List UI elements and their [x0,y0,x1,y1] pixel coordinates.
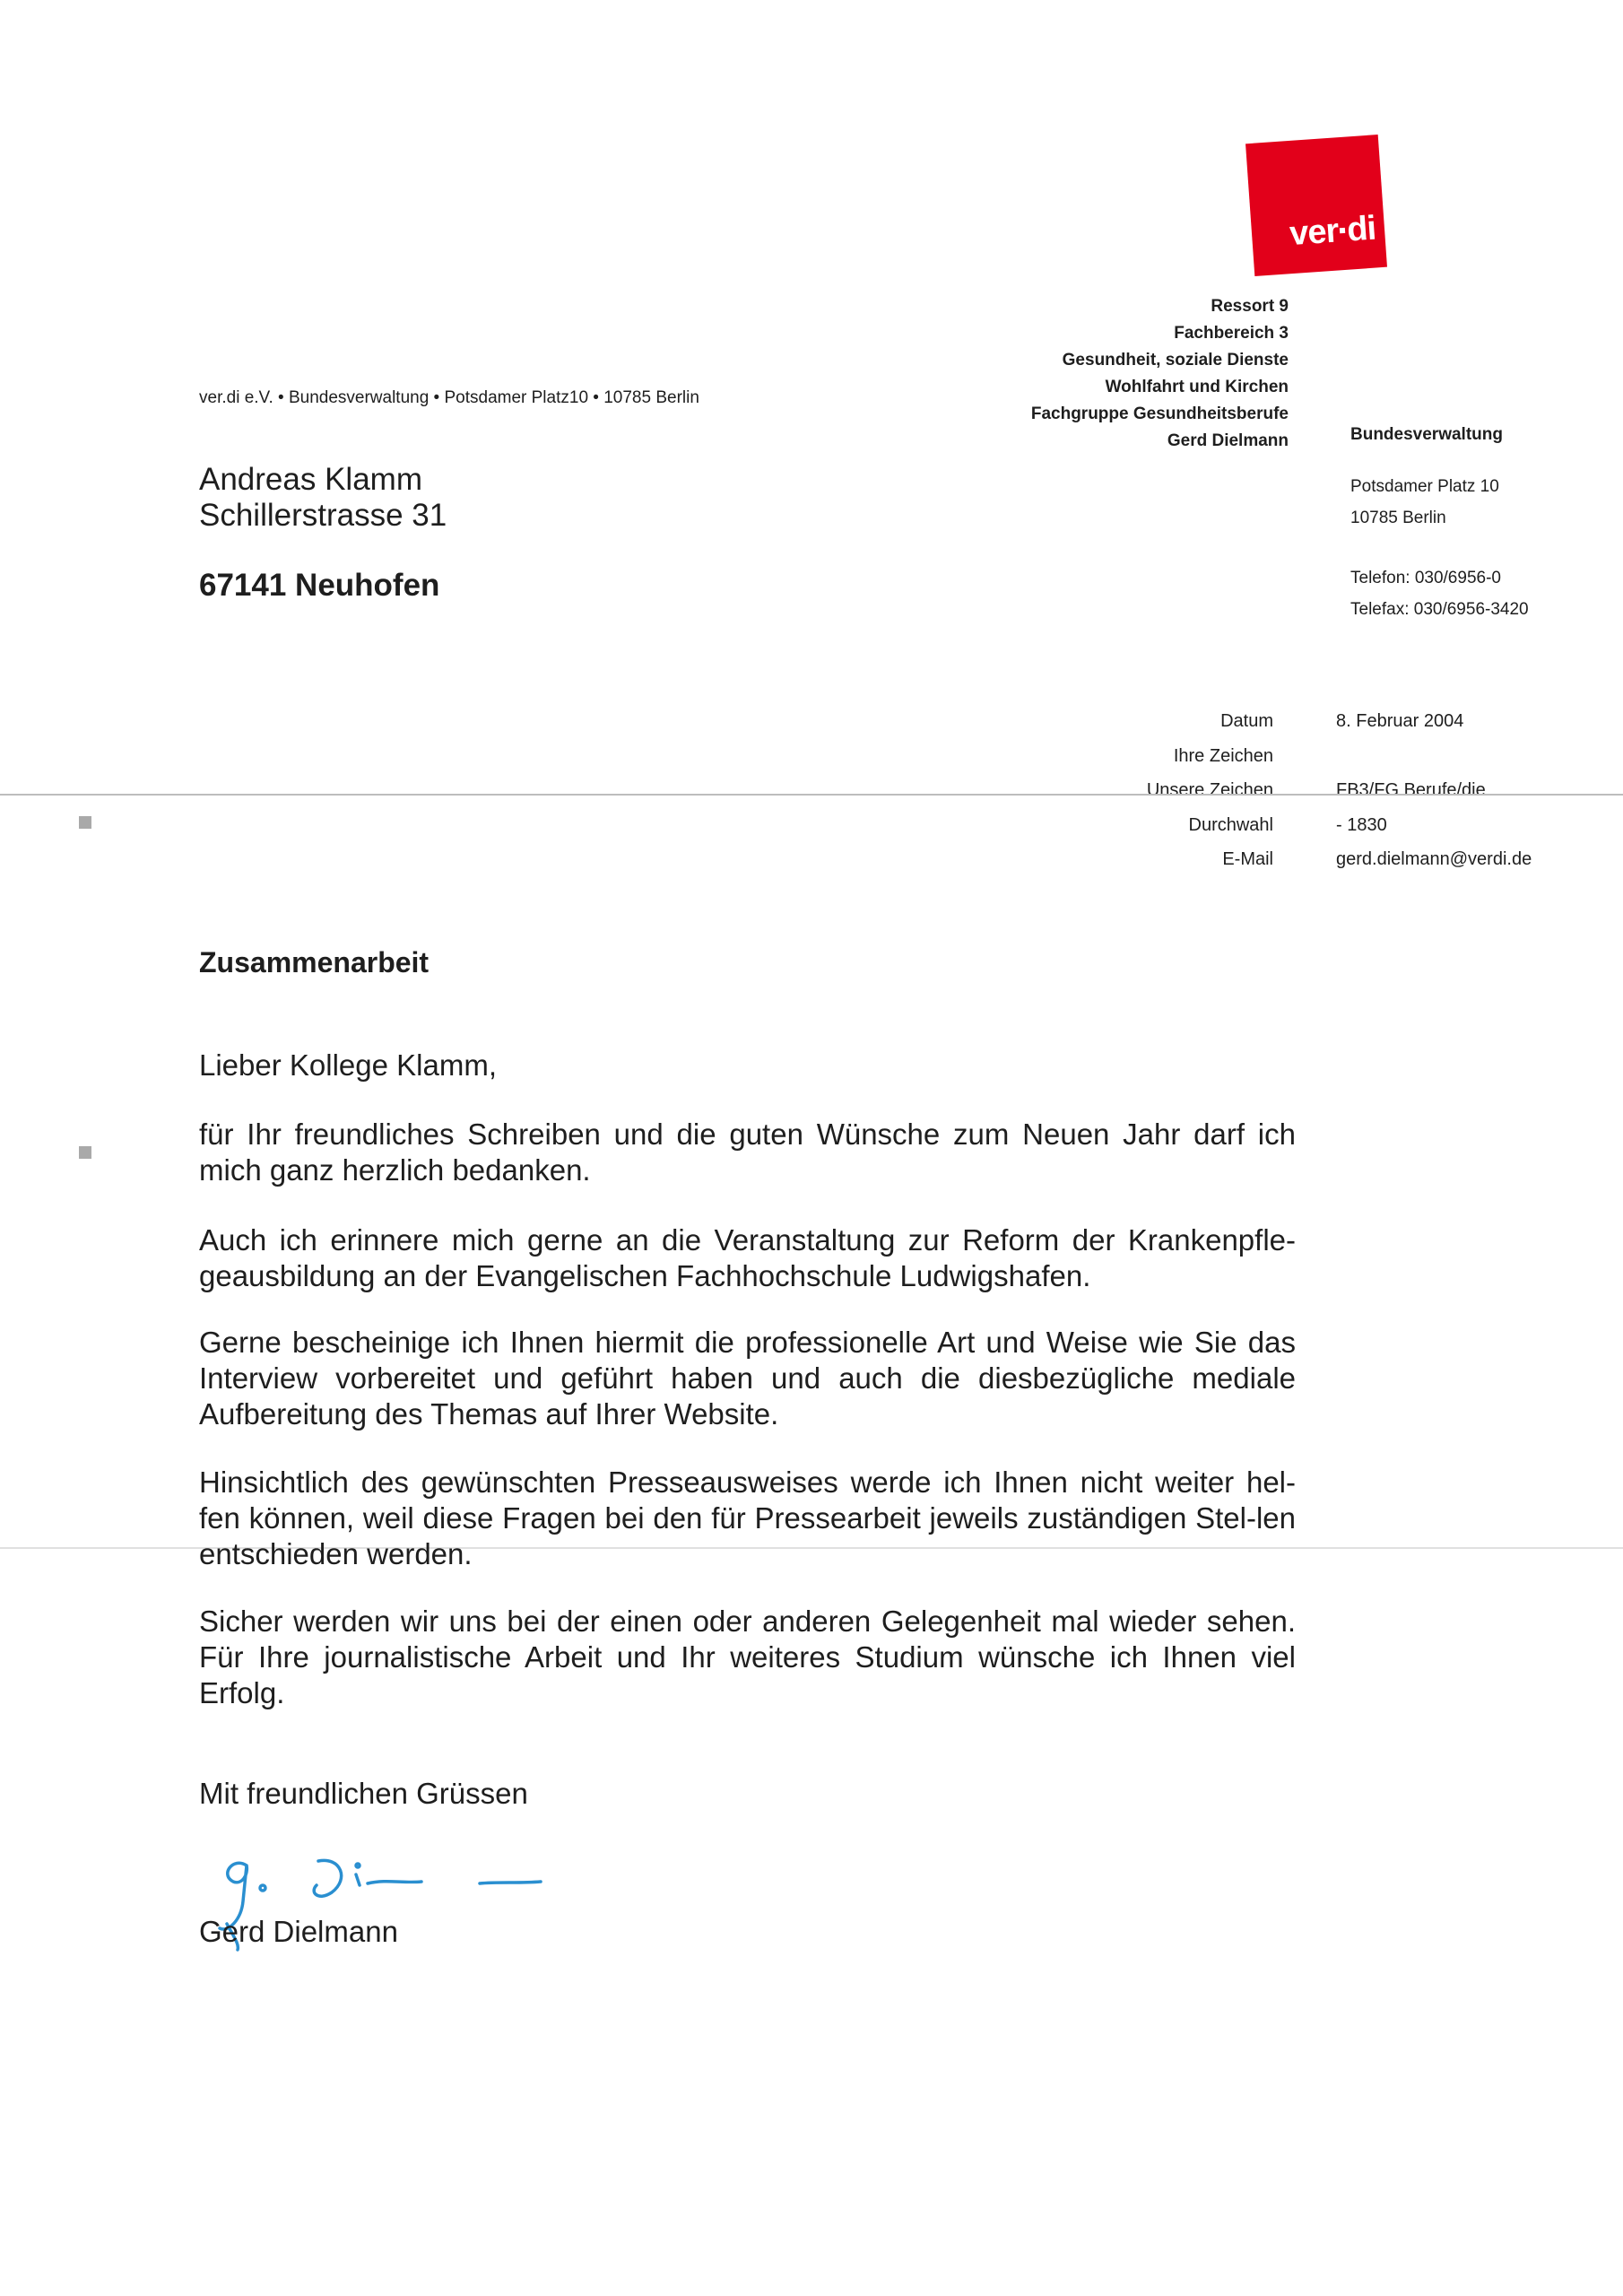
department-line: Ressort 9 [1211,297,1289,316]
department-line: Fachgruppe Gesundheitsberufe [1030,404,1289,423]
department-line: Gerd Dielmann [1167,431,1289,450]
extension-value: - 1830 [1336,814,1387,835]
reference-values [1336,704,1532,877]
fold-line [0,794,1623,796]
department-block [1031,293,1289,455]
paragraph: Gerne bescheinige ich Ihnen hiermit die professionelle Art und Weise wie Sie das Interview vorbereitet und geführt haben und auch die diesbezügliche mediale Aufbereitung des Themas auf Ihrer Website. [199,1326,1296,1431]
verdi-logo [1245,135,1387,276]
recipient-city: 67141 Neuhofen [199,568,440,603]
closing: Mit freundlichen Grüssen [199,1777,528,1810]
email-value: gerd.dielmann@verdi.de [1336,849,1532,869]
org-phone: Telefon: 030/6956-0 [1350,569,1501,587]
reference-labels [1147,704,1273,877]
department-line: Wohlfahrt und Kirchen [1105,378,1289,396]
salutation: Lieber Kollege Klamm, [199,1048,497,1082]
extension-label: Durchwahl [1188,814,1273,835]
paragraph: für Ihr freundliches Schreiben und die guten Wünsche zum Neuen Jahr darf ich mich ganz herzlich bedanken. [199,1118,1296,1187]
department-line: Gesundheit, soziale Dienste [1062,351,1289,370]
punch-mark [79,816,91,829]
recipient-name: Andreas Klamm [199,462,422,497]
our-reference-label: Unsere Zeichen [1146,780,1273,800]
org-city: 10785 Berlin [1350,509,1446,527]
letter-subject: Zusammenarbeit [199,946,430,978]
our-reference-value: FB3/FG Berufe/die [1336,780,1486,800]
email-label: E-Mail [1222,849,1273,869]
org-fax: Telefax: 030/6956-3420 [1350,600,1529,619]
department-line: Fachbereich 3 [1174,324,1289,343]
recipient-address [199,462,447,534]
paragraph: Auch ich erinnere mich gerne an die Veranstaltung zur Reform der Krankenpfle-geausbildung an der Evangelischen Fachhochschule Ludwigshafen. [199,1223,1296,1292]
recipient-street: Schillerstrasse 31 [199,498,447,533]
paragraph: Sicher werden wir uns bei der einen oder anderen Gelegenheit mal wieder sehen. Für Ihre journalistische Arbeit und Ihr weiteres Studium wünsche ich Ihnen viel Erfolg. [199,1605,1296,1709]
sender-return-address: ver.di e.V. • Bundesverwaltung • Potsdamer Platz10 • 10785 Berlin [199,388,699,407]
date-value: 8. Februar 2004 [1336,711,1464,731]
org-name: Bundesverwaltung [1350,425,1503,444]
punch-mark [79,1146,91,1159]
logo-text: ver di [1288,209,1377,254]
signer-name: Gerd Dielmann [199,1915,398,1948]
org-street: Potsdamer Platz 10 [1350,477,1499,496]
your-reference-value [1336,739,1532,774]
paragraph: Hinsichtlich des gewünschten Presseausweises werde ich Ihnen nicht weiter hel-fen können, weil diese Fragen bei den für Pressearbeit jeweils zuständigen Stel-len entschieden werden. [199,1465,1296,1570]
date-label: Datum [1220,711,1273,731]
your-reference-label: Ihre Zeichen [1173,745,1273,766]
